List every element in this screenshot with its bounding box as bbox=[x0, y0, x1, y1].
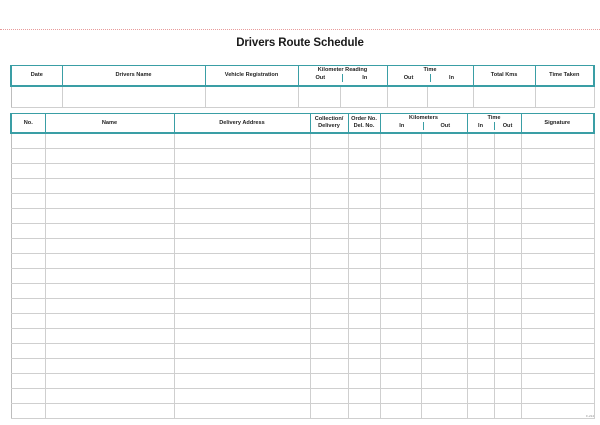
time-in-field[interactable] bbox=[467, 374, 494, 389]
time-out-field[interactable] bbox=[494, 133, 521, 149]
km-in-field[interactable] bbox=[380, 149, 421, 164]
route-table bbox=[10, 113, 595, 419]
time-in-field[interactable] bbox=[467, 179, 494, 194]
header-time-in: In bbox=[449, 75, 454, 81]
order-no-field[interactable] bbox=[348, 149, 380, 164]
time-in-field[interactable] bbox=[467, 344, 494, 359]
header-km-out: Out bbox=[440, 123, 451, 129]
header-km-in: In bbox=[362, 75, 368, 81]
no-field[interactable] bbox=[11, 284, 45, 299]
delivery-address-field[interactable] bbox=[174, 164, 310, 179]
header-time-out: Out bbox=[388, 74, 431, 82]
time-out-field[interactable] bbox=[494, 269, 521, 284]
collection-delivery-field[interactable] bbox=[310, 374, 348, 389]
table-row bbox=[11, 329, 594, 344]
signature-field[interactable] bbox=[521, 224, 594, 239]
vehicle-registration-field[interactable] bbox=[205, 86, 298, 108]
del-no-label: Del. No. bbox=[353, 123, 375, 129]
time-out-field[interactable] bbox=[494, 284, 521, 299]
header-drivers-name: Drivers Name bbox=[62, 66, 205, 87]
delivery-address-field[interactable] bbox=[174, 359, 310, 374]
header-collection-delivery bbox=[310, 114, 348, 134]
delivery-address-field[interactable] bbox=[174, 254, 310, 269]
km-in-field[interactable] bbox=[380, 194, 421, 209]
time-out-field[interactable] bbox=[494, 254, 521, 269]
order-no-field[interactable] bbox=[348, 314, 380, 329]
order-no-field[interactable] bbox=[348, 269, 380, 284]
km-out-field[interactable] bbox=[421, 374, 467, 389]
driver-info-row bbox=[11, 86, 594, 108]
km-in-field[interactable] bbox=[380, 389, 421, 404]
km-in-field[interactable] bbox=[380, 209, 421, 224]
header-time bbox=[467, 114, 521, 134]
collection-delivery-field[interactable] bbox=[310, 359, 348, 374]
time-out-field[interactable] bbox=[494, 194, 521, 209]
kilometer-reading-label: Kilometer Reading bbox=[317, 67, 368, 73]
name-field[interactable] bbox=[45, 133, 174, 149]
drivers-name-field[interactable] bbox=[62, 86, 205, 108]
km-in-field[interactable] bbox=[380, 299, 421, 314]
no-field[interactable] bbox=[11, 299, 45, 314]
table-row bbox=[11, 299, 594, 314]
time-out-field[interactable] bbox=[494, 209, 521, 224]
order-no-field[interactable] bbox=[348, 239, 380, 254]
header-order-no bbox=[348, 114, 380, 134]
total-kms-field[interactable] bbox=[473, 86, 535, 108]
km-out-field[interactable] bbox=[421, 329, 467, 344]
time-out-field[interactable] bbox=[387, 86, 427, 108]
header-km-in: In bbox=[381, 122, 425, 130]
delivery-address-field[interactable] bbox=[174, 179, 310, 194]
name-field[interactable] bbox=[45, 209, 174, 224]
no-field[interactable] bbox=[11, 194, 45, 209]
name-field[interactable] bbox=[45, 329, 174, 344]
signature-field[interactable] bbox=[521, 194, 594, 209]
delivery-address-field[interactable] bbox=[174, 224, 310, 239]
table-row bbox=[11, 239, 594, 254]
header-name: Name bbox=[45, 114, 174, 134]
no-field[interactable] bbox=[11, 389, 45, 404]
signature-field[interactable] bbox=[521, 404, 594, 419]
table-row bbox=[11, 344, 594, 359]
time-out-field[interactable] bbox=[494, 239, 521, 254]
order-no-field[interactable] bbox=[348, 194, 380, 209]
delivery-address-field[interactable] bbox=[174, 299, 310, 314]
perforation-line bbox=[0, 29, 600, 30]
km-in-field[interactable] bbox=[380, 133, 421, 149]
time-taken-field[interactable] bbox=[535, 86, 594, 108]
no-field[interactable] bbox=[11, 359, 45, 374]
signature-field[interactable] bbox=[521, 344, 594, 359]
name-field[interactable] bbox=[45, 149, 174, 164]
order-no-field[interactable] bbox=[348, 344, 380, 359]
km-out-field[interactable] bbox=[421, 224, 467, 239]
time-in-field[interactable] bbox=[467, 329, 494, 344]
km-out-field[interactable] bbox=[421, 254, 467, 269]
collection-delivery-field[interactable] bbox=[310, 179, 348, 194]
signature-field[interactable] bbox=[521, 164, 594, 179]
time-out-field[interactable] bbox=[494, 149, 521, 164]
km-in-field[interactable] bbox=[380, 404, 421, 419]
time-out-field[interactable] bbox=[494, 359, 521, 374]
time-out-field[interactable] bbox=[494, 389, 521, 404]
delivery-address-field[interactable] bbox=[174, 344, 310, 359]
collection-delivery-field[interactable] bbox=[310, 224, 348, 239]
km-out-field[interactable] bbox=[421, 314, 467, 329]
delivery-address-field[interactable] bbox=[174, 194, 310, 209]
name-field[interactable] bbox=[45, 164, 174, 179]
no-field[interactable] bbox=[11, 314, 45, 329]
header-signature: Signature bbox=[521, 114, 594, 134]
no-field[interactable] bbox=[11, 344, 45, 359]
km-out-field[interactable] bbox=[421, 164, 467, 179]
order-no-field[interactable] bbox=[348, 284, 380, 299]
time-out-field[interactable] bbox=[494, 314, 521, 329]
route-table-body bbox=[11, 133, 594, 419]
name-field[interactable] bbox=[45, 374, 174, 389]
header-time-out: Out bbox=[502, 123, 513, 129]
km-out-field[interactable] bbox=[421, 239, 467, 254]
no-field[interactable] bbox=[11, 329, 45, 344]
time-label: Time bbox=[423, 67, 437, 73]
date-field[interactable] bbox=[11, 86, 62, 108]
page-title: Drivers Route Schedule bbox=[236, 37, 364, 49]
header-delivery-address: Delivery Address bbox=[174, 114, 310, 134]
collection-delivery-field[interactable] bbox=[310, 314, 348, 329]
km-in-field[interactable] bbox=[380, 164, 421, 179]
table-row bbox=[11, 254, 594, 269]
time-out-field[interactable] bbox=[494, 164, 521, 179]
signature-field[interactable] bbox=[521, 329, 594, 344]
time-in-field[interactable] bbox=[467, 299, 494, 314]
table-row bbox=[11, 389, 594, 404]
delivery-address-field[interactable] bbox=[174, 209, 310, 224]
no-field[interactable] bbox=[11, 224, 45, 239]
delivery-address-field[interactable] bbox=[174, 314, 310, 329]
time-out-field[interactable] bbox=[494, 224, 521, 239]
delivery-address-field[interactable] bbox=[174, 133, 310, 149]
header-time-taken: Time Taken bbox=[535, 66, 594, 87]
signature-field[interactable] bbox=[521, 179, 594, 194]
time-out-field[interactable] bbox=[494, 329, 521, 344]
table-row bbox=[11, 179, 594, 194]
order-no-field[interactable] bbox=[348, 329, 380, 344]
km-out-field[interactable] bbox=[421, 209, 467, 224]
signature-field[interactable] bbox=[521, 314, 594, 329]
km-out-field[interactable] bbox=[421, 179, 467, 194]
no-field[interactable] bbox=[11, 404, 45, 419]
header-time-in: In bbox=[468, 122, 495, 130]
delivery-address-field[interactable] bbox=[174, 374, 310, 389]
time-out-field[interactable] bbox=[494, 404, 521, 419]
order-no-field[interactable] bbox=[348, 224, 380, 239]
no-field[interactable] bbox=[11, 179, 45, 194]
collection-delivery-field[interactable] bbox=[310, 133, 348, 149]
time-in-field[interactable] bbox=[467, 404, 494, 419]
km-in-field[interactable] bbox=[380, 314, 421, 329]
table-row bbox=[11, 209, 594, 224]
time-in-field[interactable] bbox=[467, 254, 494, 269]
no-field[interactable] bbox=[11, 133, 45, 149]
signature-field[interactable] bbox=[521, 389, 594, 404]
km-in-field[interactable] bbox=[380, 329, 421, 344]
km-in-field[interactable] bbox=[380, 284, 421, 299]
collection-delivery-field[interactable] bbox=[310, 239, 348, 254]
collection-delivery-field[interactable] bbox=[310, 164, 348, 179]
collection-delivery-field[interactable] bbox=[310, 149, 348, 164]
time-in-field[interactable] bbox=[467, 209, 494, 224]
collection-delivery-field[interactable] bbox=[310, 194, 348, 209]
signature-field[interactable] bbox=[521, 239, 594, 254]
signature-field[interactable] bbox=[521, 149, 594, 164]
name-field[interactable] bbox=[45, 254, 174, 269]
signature-field[interactable] bbox=[521, 254, 594, 269]
no-field[interactable] bbox=[11, 374, 45, 389]
km-in-field[interactable] bbox=[380, 179, 421, 194]
delivery-address-field[interactable] bbox=[174, 269, 310, 284]
km-in-field[interactable] bbox=[340, 86, 387, 108]
time-out-field[interactable] bbox=[494, 344, 521, 359]
time-in-field[interactable] bbox=[467, 133, 494, 149]
table-row bbox=[11, 133, 594, 149]
header-vehicle-registration: Vehicle Registration bbox=[205, 66, 298, 87]
km-in-field[interactable] bbox=[380, 344, 421, 359]
order-no-field[interactable] bbox=[348, 254, 380, 269]
name-field[interactable] bbox=[45, 359, 174, 374]
km-out-field[interactable] bbox=[298, 86, 340, 108]
name-field[interactable] bbox=[45, 269, 174, 284]
time-in-field[interactable] bbox=[467, 389, 494, 404]
km-out-field[interactable] bbox=[421, 269, 467, 284]
name-field[interactable] bbox=[45, 344, 174, 359]
header-kilometers bbox=[380, 114, 467, 134]
delivery-address-field[interactable] bbox=[174, 149, 310, 164]
table-row bbox=[11, 269, 594, 284]
name-field[interactable] bbox=[45, 314, 174, 329]
name-field[interactable] bbox=[45, 284, 174, 299]
time-label: Time bbox=[487, 115, 501, 121]
order-no-label: Order No. bbox=[351, 116, 377, 122]
time-in-field[interactable] bbox=[467, 359, 494, 374]
kilometers-label: Kilometers bbox=[409, 115, 438, 121]
time-in-field[interactable] bbox=[467, 269, 494, 284]
table-row bbox=[11, 164, 594, 179]
km-in-field[interactable] bbox=[380, 269, 421, 284]
header-kilometer-reading bbox=[298, 66, 387, 87]
header-total-kms: Total Kms bbox=[473, 66, 535, 87]
km-out-field[interactable] bbox=[421, 194, 467, 209]
table-row bbox=[11, 149, 594, 164]
signature-field[interactable] bbox=[521, 359, 594, 374]
time-out-field[interactable] bbox=[494, 374, 521, 389]
signature-field[interactable] bbox=[521, 284, 594, 299]
km-out-field[interactable] bbox=[421, 284, 467, 299]
time-in-field[interactable] bbox=[467, 239, 494, 254]
table-row bbox=[11, 284, 594, 299]
order-no-field[interactable] bbox=[348, 164, 380, 179]
table-row bbox=[11, 224, 594, 239]
order-no-field[interactable] bbox=[348, 359, 380, 374]
no-field[interactable] bbox=[11, 149, 45, 164]
name-field[interactable] bbox=[45, 299, 174, 314]
collection-delivery-field[interactable] bbox=[310, 344, 348, 359]
km-out-field[interactable] bbox=[421, 404, 467, 419]
table-row bbox=[11, 194, 594, 209]
km-out-field[interactable] bbox=[421, 389, 467, 404]
signature-field[interactable] bbox=[521, 209, 594, 224]
no-field[interactable] bbox=[11, 269, 45, 284]
order-no-field[interactable] bbox=[348, 389, 380, 404]
name-field[interactable] bbox=[45, 239, 174, 254]
name-field[interactable] bbox=[45, 194, 174, 209]
collection-delivery-field[interactable] bbox=[310, 209, 348, 224]
no-field[interactable] bbox=[11, 254, 45, 269]
km-out-field[interactable] bbox=[421, 299, 467, 314]
order-no-field[interactable] bbox=[348, 404, 380, 419]
delivery-address-field[interactable] bbox=[174, 404, 310, 419]
collection-delivery-field[interactable] bbox=[310, 404, 348, 419]
time-in-field[interactable] bbox=[467, 149, 494, 164]
delivery-label: Delivery bbox=[318, 123, 340, 129]
km-out-field[interactable] bbox=[421, 359, 467, 374]
header-no: No. bbox=[11, 114, 45, 134]
time-in-field[interactable] bbox=[467, 284, 494, 299]
header-time bbox=[387, 66, 473, 87]
time-in-field[interactable] bbox=[467, 194, 494, 209]
collection-delivery-field[interactable] bbox=[310, 329, 348, 344]
driver-info-table bbox=[10, 65, 595, 108]
order-no-field[interactable] bbox=[348, 374, 380, 389]
km-out-field[interactable] bbox=[421, 344, 467, 359]
signature-field[interactable] bbox=[521, 299, 594, 314]
km-in-field[interactable] bbox=[380, 374, 421, 389]
table-row bbox=[11, 374, 594, 389]
order-no-field[interactable] bbox=[348, 133, 380, 149]
no-field[interactable] bbox=[11, 209, 45, 224]
collection-delivery-field[interactable] bbox=[310, 299, 348, 314]
name-field[interactable] bbox=[45, 389, 174, 404]
collection-delivery-field[interactable] bbox=[310, 254, 348, 269]
km-in-field[interactable] bbox=[380, 359, 421, 374]
time-in-field[interactable] bbox=[427, 86, 473, 108]
km-in-field[interactable] bbox=[380, 224, 421, 239]
signature-field[interactable] bbox=[521, 269, 594, 284]
name-field[interactable] bbox=[45, 404, 174, 419]
time-in-field[interactable] bbox=[467, 314, 494, 329]
time-in-field[interactable] bbox=[467, 224, 494, 239]
delivery-address-field[interactable] bbox=[174, 329, 310, 344]
header-km-out: Out bbox=[299, 74, 344, 82]
order-no-field[interactable] bbox=[348, 179, 380, 194]
signature-field[interactable] bbox=[521, 374, 594, 389]
delivery-address-field[interactable] bbox=[174, 389, 310, 404]
header-date: Date bbox=[11, 66, 62, 87]
order-no-field[interactable] bbox=[348, 299, 380, 314]
km-out-field[interactable] bbox=[421, 133, 467, 149]
time-in-field[interactable] bbox=[467, 164, 494, 179]
signature-field[interactable] bbox=[521, 133, 594, 149]
name-field[interactable] bbox=[45, 224, 174, 239]
no-field[interactable] bbox=[11, 239, 45, 254]
table-row bbox=[11, 359, 594, 374]
delivery-address-field[interactable] bbox=[174, 239, 310, 254]
collection-delivery-field[interactable] bbox=[310, 284, 348, 299]
collection-delivery-field[interactable] bbox=[310, 269, 348, 284]
time-out-field[interactable] bbox=[494, 299, 521, 314]
order-no-field[interactable] bbox=[348, 209, 380, 224]
no-field[interactable] bbox=[11, 164, 45, 179]
time-out-field[interactable] bbox=[494, 179, 521, 194]
km-out-field[interactable] bbox=[421, 149, 467, 164]
delivery-address-field[interactable] bbox=[174, 284, 310, 299]
form-code: F-214 bbox=[586, 414, 594, 418]
collection-label: Collection/ bbox=[314, 116, 344, 122]
name-field[interactable] bbox=[45, 179, 174, 194]
km-in-field[interactable] bbox=[380, 254, 421, 269]
km-in-field[interactable] bbox=[380, 239, 421, 254]
collection-delivery-field[interactable] bbox=[310, 389, 348, 404]
table-row bbox=[11, 404, 594, 419]
table-row bbox=[11, 314, 594, 329]
